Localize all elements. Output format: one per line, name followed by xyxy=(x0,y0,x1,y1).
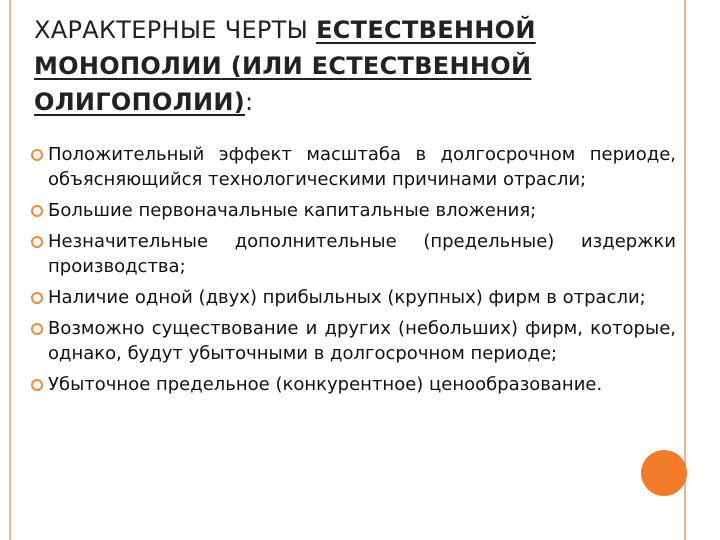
bullet-circle-icon xyxy=(31,149,43,161)
bullet-item xyxy=(28,142,676,192)
bullet-text: Убыточное предельное (конкурентное) ценообразование. xyxy=(48,374,603,395)
bullet-item xyxy=(28,372,676,397)
left-border-line xyxy=(9,0,11,540)
page-number-badge xyxy=(641,450,687,496)
bullet-circle-icon xyxy=(31,323,43,335)
bullet-circle-icon xyxy=(31,379,43,391)
title-accent: ЕСТЕСТВЕННОЙ МОНОПОЛИИ (ИЛИ ЕСТЕСТВЕННОЙ ОЛИГОПОЛИИ) xyxy=(34,16,536,116)
slide-title xyxy=(34,12,664,120)
title-plain: ХАРАКТЕРНЫЕ ЧЕРТЫ xyxy=(34,16,317,44)
bullet-text: Большие первоначальные капитальные вложения; xyxy=(48,200,537,221)
bullet-list xyxy=(28,142,676,403)
bullet-text: Положительный эффект масштаба в долгосрочном периоде, объясняющийся технологическими причинами отрасли; xyxy=(48,144,676,190)
bullet-circle-icon xyxy=(31,205,43,217)
bullet-text: Возможно существование и других (небольших) фирм, которые, однако, будут убыточными в долгосрочном периоде; xyxy=(48,318,676,364)
bullet-item xyxy=(28,316,676,366)
bullet-text: Наличие одной (двух) прибыльных (крупных) фирм в отрасли; xyxy=(48,287,646,308)
bullet-circle-icon xyxy=(31,236,43,248)
bullet-item xyxy=(28,198,676,223)
bullet-text: Незначительные дополнительные (предельные) издержки производства; xyxy=(48,231,676,277)
bullet-item xyxy=(28,229,676,279)
title-suffix: : xyxy=(244,88,254,116)
right-border-line xyxy=(684,0,686,540)
bullet-item xyxy=(28,285,676,310)
bullet-circle-icon xyxy=(31,292,43,304)
